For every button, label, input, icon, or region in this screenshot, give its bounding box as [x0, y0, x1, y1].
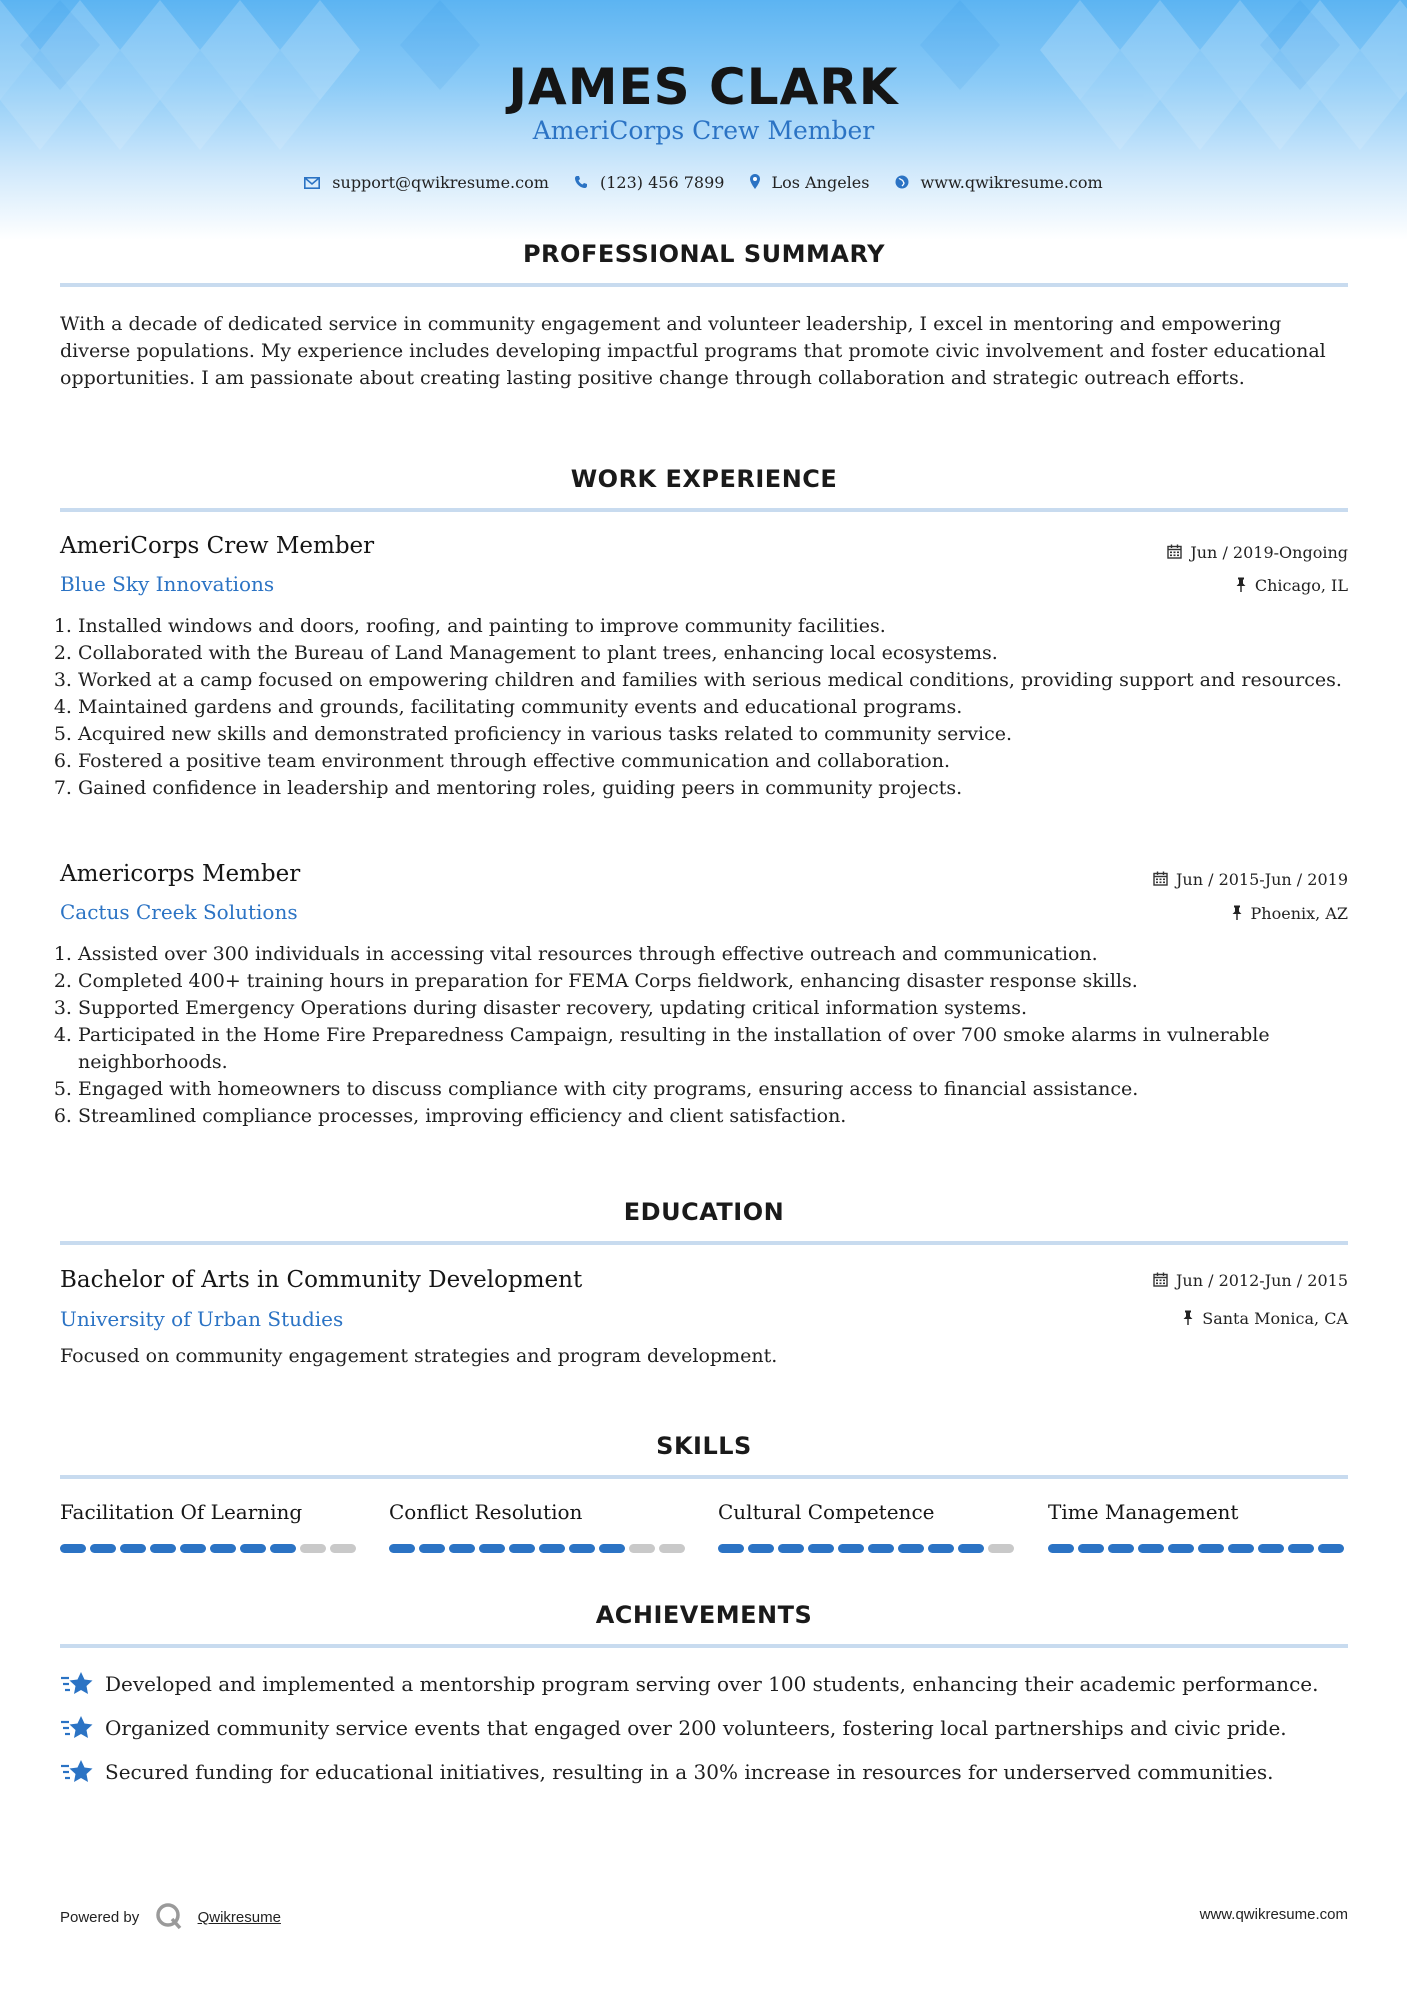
contact-website[interactable] [895, 173, 1103, 193]
skill-dot-filled [1318, 1544, 1344, 1553]
envelope-icon [304, 174, 320, 193]
skill-dot-filled [718, 1544, 744, 1553]
section-title-achievements: ACHIEVEMENTS [595, 1601, 813, 1629]
skill-name: Cultural Competence [718, 1500, 935, 1524]
skill-dot-filled [1228, 1544, 1254, 1553]
section-title-education: EDUCATION [623, 1198, 785, 1226]
skill-dot-filled [509, 1544, 535, 1553]
qwikresume-link[interactable]: Qwikresume [197, 1908, 281, 1926]
job-dates [1167, 543, 1348, 563]
skill-dot-filled [1288, 1544, 1314, 1553]
footer-website-link[interactable]: www.qwikresume.com [1199, 1906, 1348, 1923]
skill-dot-filled [449, 1544, 475, 1553]
skill-dot-empty [300, 1544, 326, 1553]
section-divider [60, 1241, 1348, 1245]
list-item: 1. Assisted over 300 individuals in accessing vital resources through effective outreach and communication. [78, 941, 1368, 968]
section-title-skills: SKILLS [656, 1432, 752, 1460]
summary-text: With a decade of dedicated service in community engagement and volunteer leadership, I excel in mentoring and empowering diverse populations. My experience includes developing impactful programs that promote civic involvement and foster educational opportunities. I am passionate about creating lasting positive change through collaboration and strategic outreach efforts. [60, 313, 1326, 389]
skill-dot-filled [868, 1544, 894, 1553]
skill-dot-filled [150, 1544, 176, 1553]
achievement-text: Developed and implemented a mentorship program serving over 100 students, enhancing their academic performance. [105, 1672, 1319, 1696]
skill-dot-empty [629, 1544, 655, 1553]
section-divider [60, 508, 1348, 512]
skill-dot-empty [330, 1544, 356, 1553]
skill-dot-filled [808, 1544, 834, 1553]
location-text: Los Angeles [771, 172, 870, 192]
achievement-text: Secured funding for educational initiatives, resulting in a 30% increase in resources for underserved communities. [105, 1760, 1274, 1784]
pushpin-icon [1235, 577, 1247, 596]
job-location [1235, 576, 1348, 596]
list-item: 2. Completed 400+ training hours in preparation for FEMA Corps fieldwork, enhancing disaster response skills. [78, 968, 1368, 995]
skill-dot-filled [389, 1544, 415, 1553]
skill-dot-filled [180, 1544, 206, 1553]
job-location [1231, 904, 1348, 924]
list-item: 6. Streamlined compliance processes, improving efficiency and client satisfaction. [78, 1103, 1368, 1130]
job-title: Americorps Member [60, 861, 301, 887]
calendar-icon [1153, 1272, 1168, 1291]
job-title: AmeriCorps Crew Member [60, 533, 375, 559]
job-dates-text: Jun / 2015-Jun / 2019 [1175, 870, 1348, 889]
skill-dot-filled [898, 1544, 924, 1553]
skill-dot-filled [778, 1544, 804, 1553]
list-item: 3. Supported Emergency Operations during disaster recovery, updating critical information systems. [78, 995, 1368, 1022]
skill-dot-filled [599, 1544, 625, 1553]
skill-rating [60, 1538, 360, 1548]
skill-dot-filled [1138, 1544, 1164, 1553]
skill-dot-filled [60, 1544, 86, 1553]
skill-dot-filled [1198, 1544, 1224, 1553]
email-text: support@qwikresume.com [332, 172, 549, 192]
school-name: University of Urban Studies [60, 1307, 344, 1331]
calendar-icon [1167, 544, 1182, 563]
skill-item [389, 1500, 689, 1548]
education-dates-text: Jun / 2012-Jun / 2015 [1175, 1271, 1348, 1290]
calendar-icon [1153, 871, 1168, 890]
education-location [1182, 1309, 1348, 1329]
skill-dot-filled [240, 1544, 266, 1553]
list-item: 5. Engaged with homeowners to discuss compliance with city programs, ensuring access to financial assistance. [78, 1076, 1368, 1103]
map-marker-icon [750, 174, 760, 193]
list-item: 7. Gained confidence in leadership and mentoring roles, guiding peers in community projects. [78, 775, 1368, 802]
skill-dot-filled [539, 1544, 565, 1553]
company-name: Blue Sky Innovations [60, 572, 275, 596]
degree-title: Bachelor of Arts in Community Development [60, 1267, 583, 1293]
website-text: www.qwikresume.com [920, 172, 1103, 192]
section-divider [60, 283, 1348, 287]
skill-dot-filled [958, 1544, 984, 1553]
section-divider [60, 1475, 1348, 1479]
contact-location [750, 173, 870, 193]
list-item: 6. Fostered a positive team environment through effective communication and collaboration. [78, 748, 1368, 775]
pushpin-icon [1231, 905, 1243, 924]
skill-dot-empty [988, 1544, 1014, 1553]
pushpin-icon [1182, 1310, 1194, 1329]
star-icon [60, 1714, 94, 1747]
powered-by-label: Powered by [60, 1908, 140, 1926]
skill-dot-filled [120, 1544, 146, 1553]
skill-dot-filled [1168, 1544, 1194, 1553]
job-bullets [60, 613, 1368, 802]
job-location-text: Chicago, IL [1254, 576, 1348, 595]
list-item: 2. Collaborated with the Bureau of Land Management to plant trees, enhancing local ecosystems. [78, 640, 1368, 667]
skill-dot-filled [90, 1544, 116, 1553]
job-dates-text: Jun / 2019-Ongoing [1190, 543, 1348, 562]
skill-dot-filled [1258, 1544, 1284, 1553]
skill-name: Facilitation Of Learning [60, 1500, 303, 1524]
skill-item [1048, 1500, 1348, 1548]
section-divider [60, 1644, 1348, 1648]
skill-dot-filled [1108, 1544, 1134, 1553]
skill-dot-filled [569, 1544, 595, 1553]
section-title-summary: PROFESSIONAL SUMMARY [522, 240, 886, 268]
job-bullets [60, 941, 1368, 1130]
candidate-role: AmeriCorps Crew Member [532, 116, 875, 145]
skill-dot-empty [659, 1544, 685, 1553]
skill-dot-filled [270, 1544, 296, 1553]
list-item: 3. Worked at a camp focused on empowering children and families with serious medical conditions, providing support and resources. [78, 667, 1368, 694]
star-icon [60, 1758, 94, 1791]
skill-dot-filled [1048, 1544, 1074, 1553]
skill-dot-filled [210, 1544, 236, 1553]
education-description: Focused on community engagement strategies and program development. [60, 1345, 778, 1367]
skill-item [60, 1500, 360, 1548]
skill-dot-filled [928, 1544, 954, 1553]
skill-dot-filled [419, 1544, 445, 1553]
star-icon [60, 1670, 94, 1703]
company-name: Cactus Creek Solutions [60, 900, 298, 924]
list-item: 4. Participated in the Home Fire Preparedness Campaign, resulting in the installation of over 700 smoke alarms in vulnerable neighborhoods. [78, 1022, 1368, 1076]
footer-powered-by [60, 1902, 281, 1934]
skill-name: Conflict Resolution [389, 1500, 583, 1524]
list-item: 5. Acquired new skills and demonstrated proficiency in various tasks related to community service. [78, 721, 1368, 748]
skill-rating [718, 1538, 1018, 1548]
list-item: 4. Maintained gardens and grounds, facilitating community events and educational programs. [78, 694, 1368, 721]
skill-rating [389, 1538, 689, 1548]
globe-icon [895, 174, 909, 193]
section-title-work: WORK EXPERIENCE [570, 465, 838, 493]
candidate-name: JAMES CLARK [508, 58, 899, 116]
list-item: 1. Installed windows and doors, roofing, and painting to improve community facilities. [78, 613, 1368, 640]
education-dates [1153, 1271, 1348, 1291]
phone-icon [574, 174, 588, 193]
skill-dot-filled [479, 1544, 505, 1553]
contact-phone[interactable] [574, 173, 724, 193]
job-dates [1153, 870, 1348, 890]
achievement-text: Organized community service events that engaged over 200 volunteers, fostering local partnerships and civic pride. [105, 1716, 1287, 1740]
skill-dot-filled [1078, 1544, 1104, 1553]
skill-rating [1048, 1538, 1348, 1548]
education-location-text: Santa Monica, CA [1202, 1309, 1348, 1328]
phone-text: (123) 456 7899 [599, 172, 725, 192]
skill-dot-filled [748, 1544, 774, 1553]
contact-bar [0, 172, 1407, 193]
skill-item [718, 1500, 1018, 1548]
skill-dot-filled [838, 1544, 864, 1553]
skill-name: Time Management [1048, 1500, 1239, 1524]
job-location-text: Phoenix, AZ [1250, 904, 1348, 923]
contact-email[interactable] [304, 173, 549, 193]
qwikresume-logo-icon [155, 1902, 183, 1934]
